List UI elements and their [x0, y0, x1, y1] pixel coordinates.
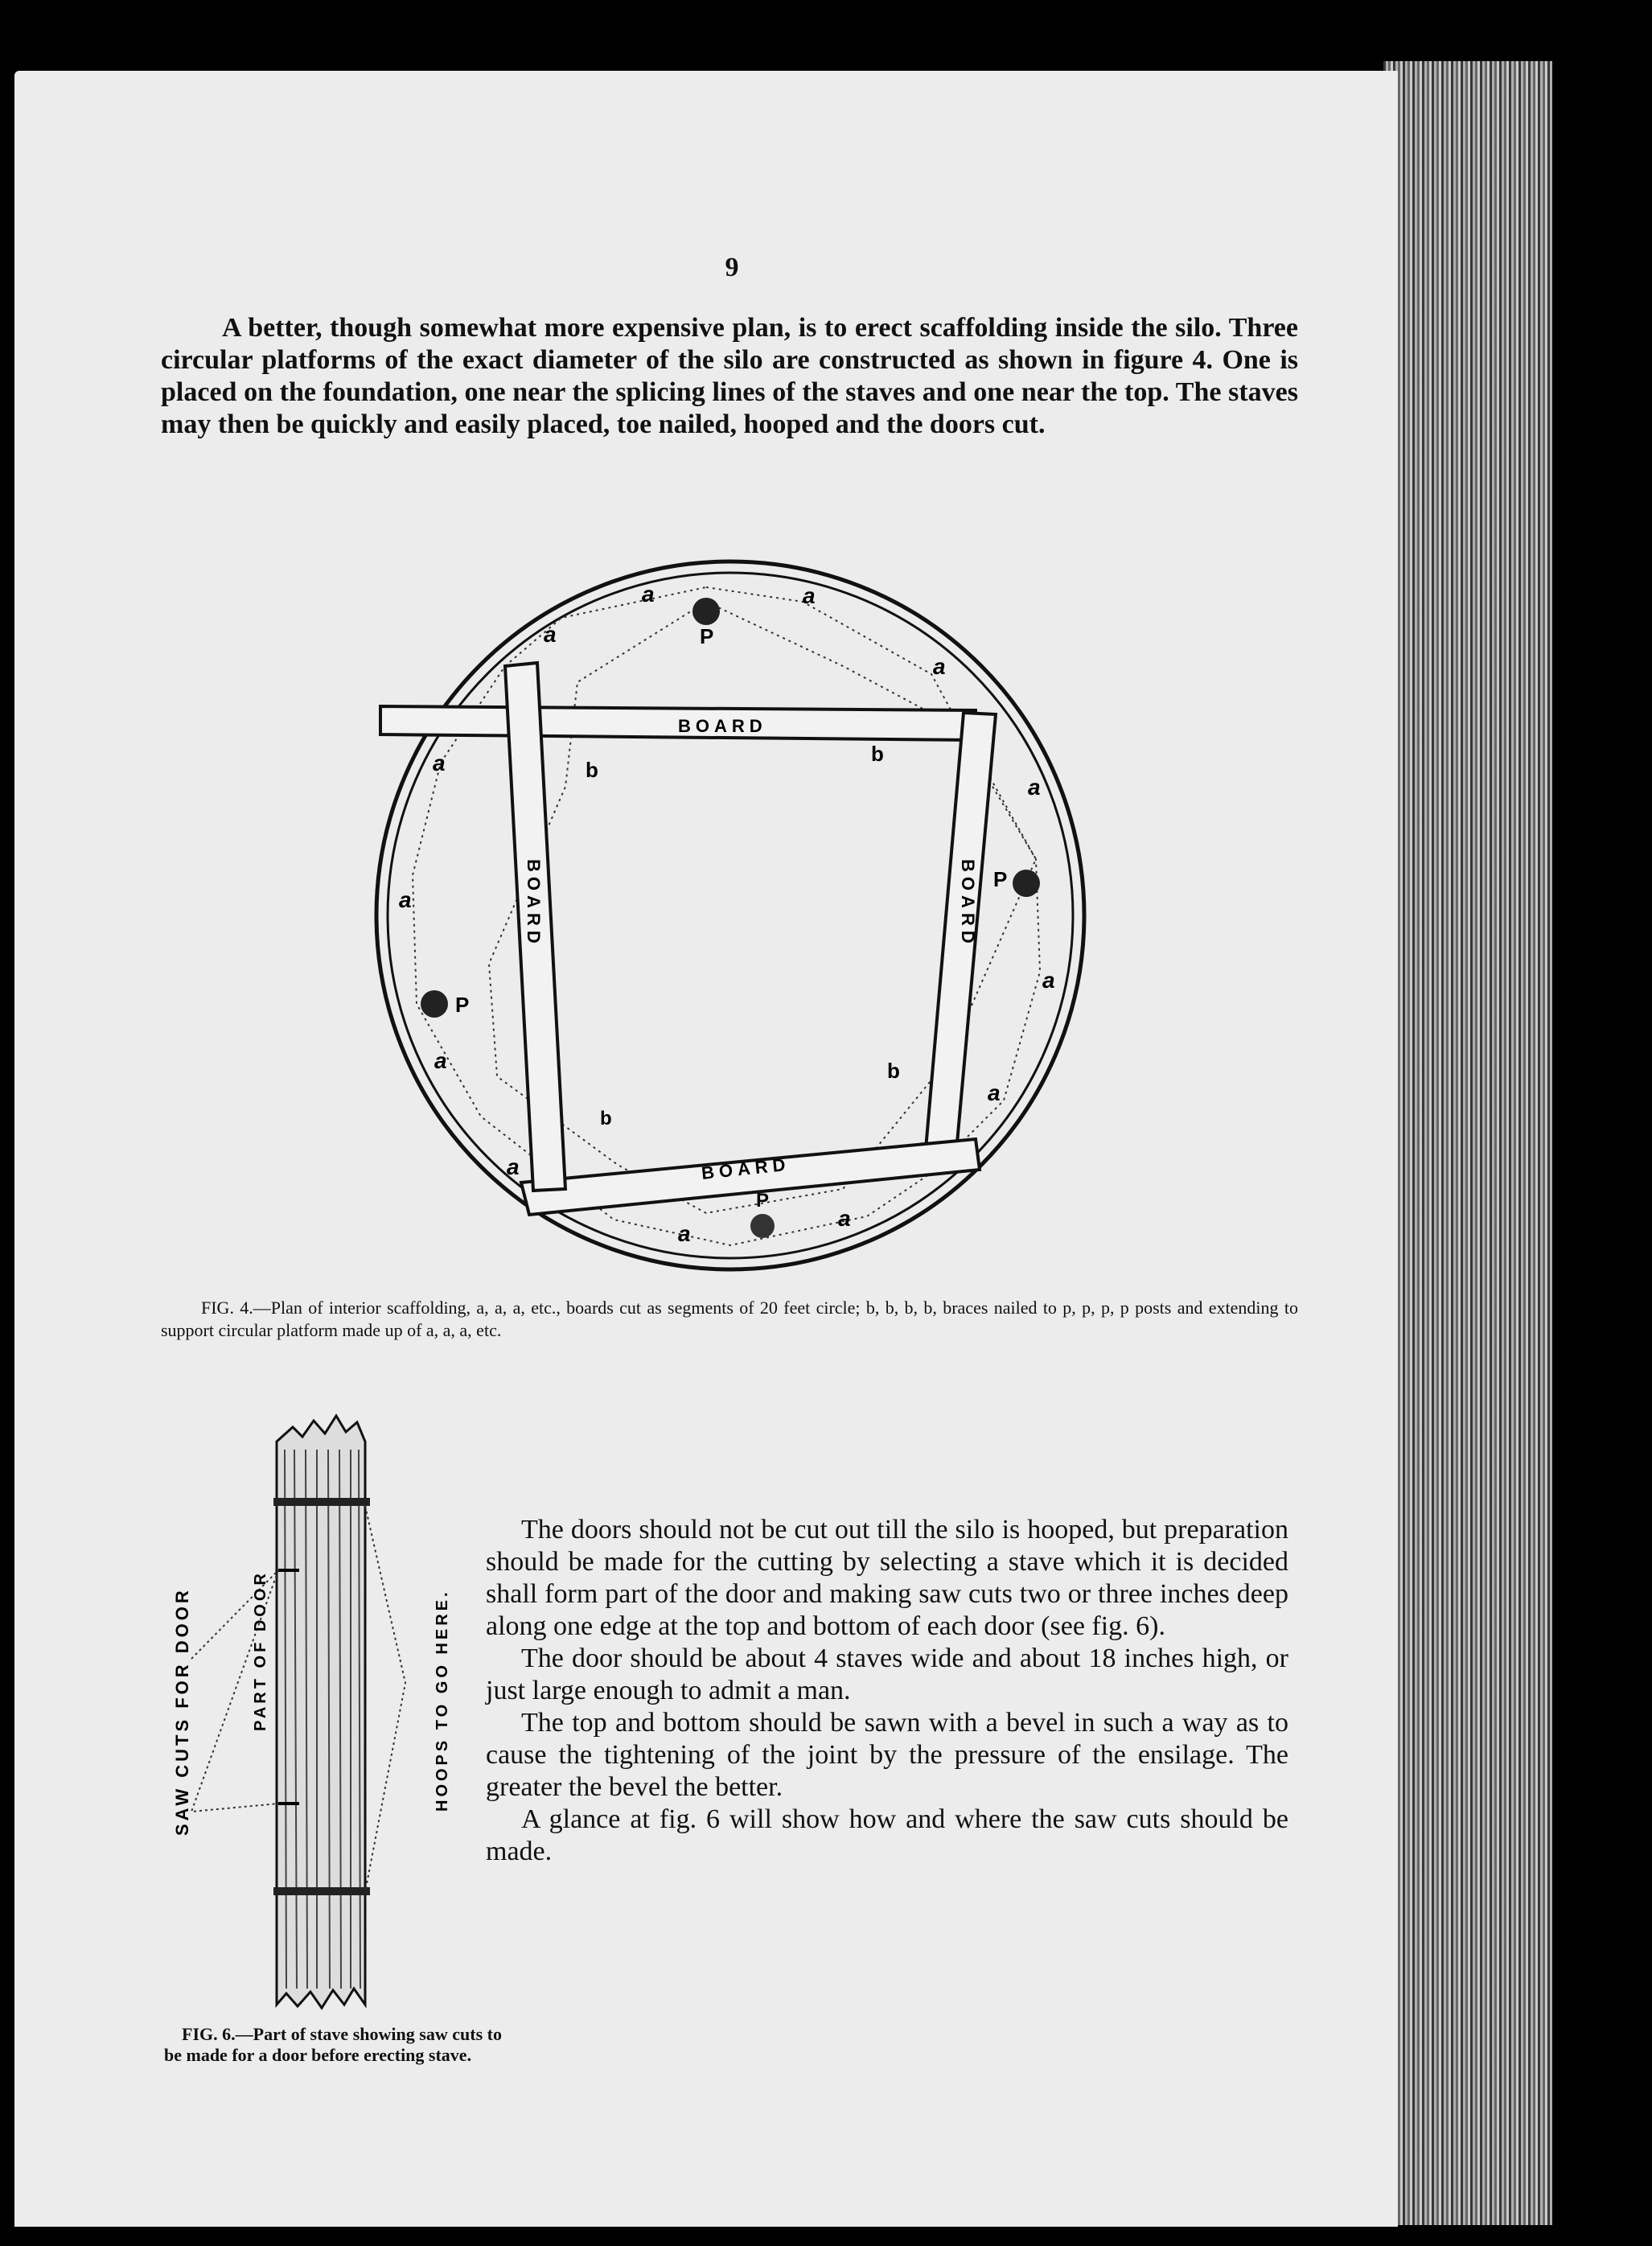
figure-6-stave	[164, 1409, 470, 2021]
segment-label: a	[544, 622, 557, 647]
segment-label: a	[1042, 968, 1055, 993]
page-number: 9	[725, 253, 739, 282]
book-page	[14, 71, 1398, 2227]
segment-label: a	[803, 583, 816, 608]
post-label: P	[993, 867, 1008, 891]
segment-label: a	[678, 1221, 691, 1246]
hoop	[273, 1498, 370, 1506]
brace-label: b	[586, 758, 598, 782]
post-label: P	[756, 1190, 770, 1211]
board-label-right: BOARD	[958, 859, 978, 948]
label-saw-cuts: SAW CUTS FOR DOOR	[172, 1587, 192, 1836]
hoop	[273, 1887, 370, 1895]
segment-label: a	[1028, 775, 1041, 800]
brace-label: b	[887, 1059, 900, 1083]
segment-label: a	[988, 1080, 1001, 1105]
post	[750, 1214, 775, 1238]
segment-label: a	[434, 1048, 447, 1073]
door-paragraph: The top and bottom should be sawn with a bevel in such a way as to cause the tightening of the joint by the pressure of the ensilage. The greater the bevel the better.	[486, 1708, 1288, 1802]
post	[421, 990, 448, 1018]
brace-label: b	[871, 742, 884, 766]
hoop-leader	[365, 1506, 405, 1892]
board-label-top: BOARD	[678, 716, 767, 736]
segment-label: a	[933, 654, 946, 679]
post-label: P	[700, 624, 714, 648]
door-paragraph: The doors should not be cut out till the silo is hooped, but preparation should be made for the cutting by selecting a stave which it is decided shall form part of the door and making saw cuts two or three inches deep along one edge at the top and bottom of each door (see fig. 6).	[486, 1515, 1288, 1641]
segment-label: a	[507, 1154, 520, 1179]
segment-label: a	[642, 582, 655, 607]
post-label: P	[455, 993, 470, 1017]
board-label-bottom: BOARD	[700, 1154, 791, 1183]
post	[692, 598, 720, 625]
door-section	[486, 1514, 1288, 1868]
segment-label: a	[399, 887, 412, 912]
figure-4-caption: FIG. 4.—Plan of interior scaffolding, a, a, a, etc., boards cut as segments of 20 feet circle; b, b, b, b, braces nailed to p, p, p, p posts and extending to support circular platform made up of a, a, a, etc.	[161, 1298, 1298, 1340]
segment-label: a	[433, 751, 446, 775]
book-binding	[1552, 40, 1652, 2246]
door-paragraph: The door should be about 4 staves wide and about 18 inches high, or just large enough to admit a man.	[486, 1643, 1288, 1705]
post	[1013, 870, 1040, 897]
brace-label: b	[600, 1108, 612, 1129]
label-part-of-door: PART OF DOOR	[252, 1570, 269, 1731]
figure-4-scaffolding-plan	[368, 553, 1092, 1277]
label-hoops: HOOPS TO GO HERE.	[434, 1589, 451, 1812]
segment-label: a	[838, 1206, 851, 1231]
page-edges	[1383, 61, 1552, 2225]
board-label-left: BOARD	[524, 859, 544, 948]
intro-paragraph: A better, though somewhat more expensive plan, is to erect scaffolding inside the silo. Three circular platforms of the exact diameter of the silo are constructed as shown in figure 4. One is placed on the foundation, one near the splicing lines of the staves and one near the top. The staves may then be quickly and easily placed, toe nailed, hooped and the doors cut.	[161, 313, 1298, 439]
door-paragraph: A glance at fig. 6 will show how and where the saw cuts should be made.	[486, 1804, 1288, 1866]
figure-6-caption: FIG. 6.—Part of stave showing saw cuts to be made for a door before erecting stave.	[164, 2024, 502, 2065]
